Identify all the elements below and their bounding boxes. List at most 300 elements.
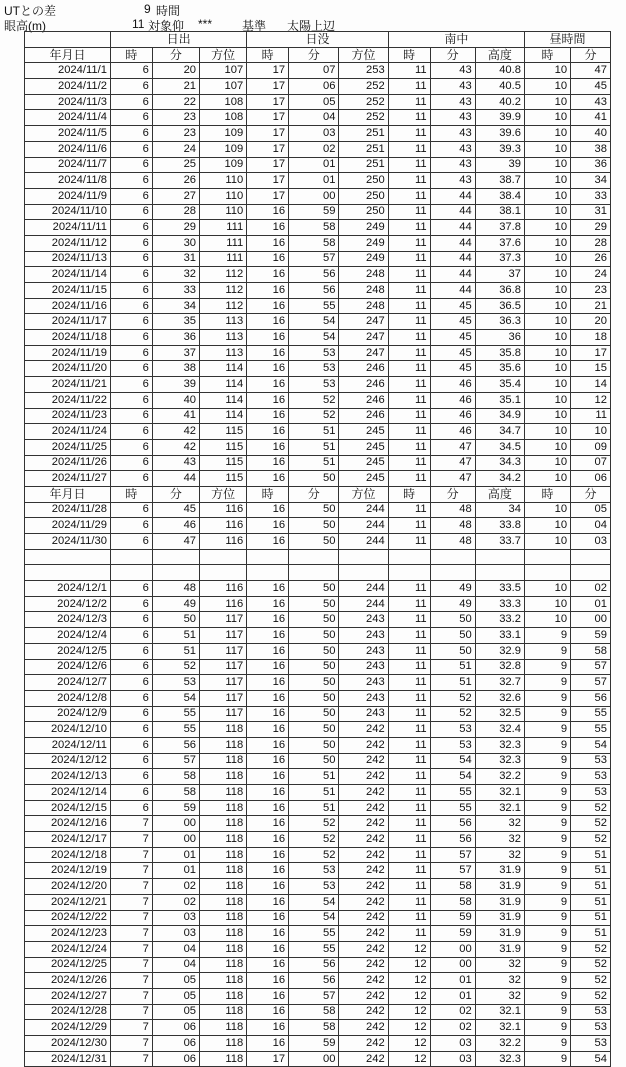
table-cell: 2024/12/4 bbox=[25, 628, 111, 644]
table-cell: 10 bbox=[524, 267, 570, 283]
table-cell: 17 bbox=[247, 110, 289, 126]
blank-cell bbox=[152, 565, 199, 581]
table-cell: 11 bbox=[388, 157, 430, 173]
table-cell: 16 bbox=[247, 330, 289, 346]
table-cell: 246 bbox=[339, 408, 388, 424]
table-cell: 11 bbox=[388, 345, 430, 361]
table-cell: 02 bbox=[152, 894, 199, 910]
table-cell: 116 bbox=[200, 502, 247, 518]
table-cell: 55 bbox=[289, 941, 339, 957]
table-cell: 53 bbox=[571, 785, 611, 801]
table-cell: 118 bbox=[200, 1036, 247, 1052]
table-cell: 53 bbox=[571, 1036, 611, 1052]
table-cell: 243 bbox=[339, 643, 388, 659]
table-cell: 114 bbox=[200, 361, 247, 377]
table-cell: 58 bbox=[430, 879, 475, 895]
table-cell: 243 bbox=[339, 690, 388, 706]
table-row bbox=[25, 659, 611, 675]
table-cell: 16 bbox=[247, 298, 289, 314]
table-row bbox=[25, 879, 611, 895]
table-cell: 9 bbox=[524, 816, 570, 832]
table-cell: 242 bbox=[339, 894, 388, 910]
table-cell: 2024/12/12 bbox=[25, 753, 111, 769]
table-cell: 247 bbox=[339, 330, 388, 346]
table-cell: 118 bbox=[200, 1004, 247, 1020]
table-cell: 56 bbox=[289, 283, 339, 299]
table-cell: 22 bbox=[152, 94, 199, 110]
table-cell: 250 bbox=[339, 173, 388, 189]
table-row bbox=[25, 596, 611, 612]
table-cell: 34 bbox=[571, 173, 611, 189]
table-cell: 16 bbox=[247, 926, 289, 942]
table-row bbox=[25, 832, 611, 848]
table-cell: 245 bbox=[339, 471, 388, 487]
table-cell: 48 bbox=[152, 581, 199, 597]
table-cell: 50 bbox=[289, 659, 339, 675]
table-cell: 11 bbox=[388, 628, 430, 644]
table-cell: 21 bbox=[571, 298, 611, 314]
table-cell: 33.8 bbox=[475, 518, 524, 534]
table-cell: 11 bbox=[388, 283, 430, 299]
column-header-cell: 高度 bbox=[475, 47, 524, 63]
table-cell: 44 bbox=[430, 204, 475, 220]
table-row bbox=[25, 392, 611, 408]
table-cell: 11 bbox=[388, 471, 430, 487]
table-cell: 17 bbox=[247, 79, 289, 95]
blank-cell bbox=[110, 565, 152, 581]
table-cell: 118 bbox=[200, 1020, 247, 1036]
table-cell: 2024/12/26 bbox=[25, 973, 111, 989]
target-value: *** bbox=[198, 17, 213, 31]
table-cell: 242 bbox=[339, 879, 388, 895]
table-cell: 7 bbox=[110, 988, 152, 1004]
table-cell: 118 bbox=[200, 753, 247, 769]
column-header-cell: 方位 bbox=[200, 47, 247, 63]
table-cell: 57 bbox=[289, 251, 339, 267]
table-cell: 51 bbox=[571, 847, 611, 863]
table-cell: 9 bbox=[524, 659, 570, 675]
table-row bbox=[25, 79, 611, 95]
table-cell: 51 bbox=[571, 863, 611, 879]
table-cell: 11 bbox=[388, 706, 430, 722]
table-cell: 00 bbox=[152, 816, 199, 832]
table-cell: 52 bbox=[289, 816, 339, 832]
table-cell: 252 bbox=[339, 110, 388, 126]
blank-cell bbox=[571, 549, 611, 565]
column-header-cell: 分 bbox=[289, 47, 339, 63]
column-header-cell: 時 bbox=[388, 47, 430, 63]
table-cell: 115 bbox=[200, 471, 247, 487]
column-header-cell: 分 bbox=[152, 47, 199, 63]
table-cell: 53 bbox=[289, 345, 339, 361]
table-cell: 10 bbox=[524, 188, 570, 204]
table-cell: 54 bbox=[289, 910, 339, 926]
table-cell: 10 bbox=[524, 345, 570, 361]
table-cell: 20 bbox=[571, 314, 611, 330]
table-cell: 10 bbox=[524, 298, 570, 314]
table-cell: 56 bbox=[430, 832, 475, 848]
table-cell: 11 bbox=[388, 298, 430, 314]
table-cell: 47 bbox=[571, 63, 611, 79]
table-row bbox=[25, 1051, 611, 1067]
table-cell: 56 bbox=[289, 957, 339, 973]
table-cell: 50 bbox=[289, 502, 339, 518]
table-cell: 243 bbox=[339, 706, 388, 722]
table-cell: 52 bbox=[571, 800, 611, 816]
sheet-header bbox=[0, 0, 626, 34]
table-cell: 52 bbox=[430, 706, 475, 722]
table-cell: 6 bbox=[110, 643, 152, 659]
table-cell: 2024/12/3 bbox=[25, 612, 111, 628]
table-cell: 7 bbox=[110, 832, 152, 848]
blank-cell bbox=[524, 565, 570, 581]
column-header-cell: 時 bbox=[110, 47, 152, 63]
table-cell: 04 bbox=[152, 957, 199, 973]
table-cell: 55 bbox=[430, 785, 475, 801]
table-cell: 10 bbox=[524, 392, 570, 408]
table-cell: 32.1 bbox=[475, 800, 524, 816]
table-cell: 55 bbox=[571, 706, 611, 722]
table-cell: 44 bbox=[430, 188, 475, 204]
table-cell: 51 bbox=[430, 659, 475, 675]
table-cell: 11 bbox=[388, 926, 430, 942]
table-cell: 10 bbox=[524, 612, 570, 628]
table-cell: 17 bbox=[247, 173, 289, 189]
table-cell: 6 bbox=[110, 800, 152, 816]
table-cell: 7 bbox=[110, 957, 152, 973]
table-cell: 9 bbox=[524, 1036, 570, 1052]
table-cell: 11 bbox=[388, 251, 430, 267]
table-cell: 6 bbox=[110, 173, 152, 189]
column-header-cell: 分 bbox=[430, 47, 475, 63]
table-cell: 2024/12/30 bbox=[25, 1036, 111, 1052]
table-cell: 118 bbox=[200, 847, 247, 863]
table-cell: 28 bbox=[152, 204, 199, 220]
table-row bbox=[25, 188, 611, 204]
table-cell: 2024/12/29 bbox=[25, 1020, 111, 1036]
table-cell: 23 bbox=[152, 110, 199, 126]
table-cell: 32 bbox=[475, 973, 524, 989]
table-cell: 11 bbox=[388, 785, 430, 801]
table-cell: 16 bbox=[247, 722, 289, 738]
table-cell: 2024/11/6 bbox=[25, 141, 111, 157]
table-cell: 11 bbox=[571, 408, 611, 424]
table-cell: 244 bbox=[339, 502, 388, 518]
table-cell: 245 bbox=[339, 439, 388, 455]
table-cell: 245 bbox=[339, 455, 388, 471]
table-cell: 02 bbox=[289, 141, 339, 157]
table-cell: 31.9 bbox=[475, 941, 524, 957]
table-cell: 10 bbox=[524, 330, 570, 346]
table-cell: 2024/11/28 bbox=[25, 502, 111, 518]
table-cell: 01 bbox=[152, 863, 199, 879]
table-cell: 2024/12/13 bbox=[25, 769, 111, 785]
table-cell: 118 bbox=[200, 988, 247, 1004]
table-cell: 118 bbox=[200, 722, 247, 738]
table-cell: 55 bbox=[152, 722, 199, 738]
table-cell: 243 bbox=[339, 659, 388, 675]
table-cell: 6 bbox=[110, 518, 152, 534]
table-row bbox=[25, 894, 611, 910]
table-cell: 2024/11/10 bbox=[25, 204, 111, 220]
table-cell: 11 bbox=[388, 126, 430, 142]
table-cell: 11 bbox=[388, 188, 430, 204]
table-cell: 242 bbox=[339, 769, 388, 785]
table-row bbox=[25, 361, 611, 377]
table-cell: 118 bbox=[200, 879, 247, 895]
table-cell: 11 bbox=[388, 79, 430, 95]
column-header-cell: 分 bbox=[152, 486, 199, 502]
table-cell: 243 bbox=[339, 612, 388, 628]
table-cell: 10 bbox=[524, 424, 570, 440]
table-cell: 36.8 bbox=[475, 283, 524, 299]
table-cell: 12 bbox=[388, 1020, 430, 1036]
blank-cell bbox=[524, 549, 570, 565]
table-cell: 33.1 bbox=[475, 628, 524, 644]
table-cell: 17 bbox=[247, 94, 289, 110]
table-cell: 35 bbox=[152, 314, 199, 330]
table-cell: 29 bbox=[571, 220, 611, 236]
table-cell: 51 bbox=[289, 769, 339, 785]
table-cell: 10 bbox=[524, 79, 570, 95]
table-cell: 6 bbox=[110, 361, 152, 377]
table-cell: 7 bbox=[110, 926, 152, 942]
table-cell: 16 bbox=[247, 455, 289, 471]
table-cell: 246 bbox=[339, 361, 388, 377]
table-cell: 249 bbox=[339, 251, 388, 267]
table-cell: 45 bbox=[430, 345, 475, 361]
table-cell: 243 bbox=[339, 628, 388, 644]
table-cell: 50 bbox=[289, 612, 339, 628]
table-cell: 16 bbox=[247, 314, 289, 330]
table-cell: 29 bbox=[152, 220, 199, 236]
table-cell: 50 bbox=[152, 612, 199, 628]
table-cell: 30 bbox=[152, 235, 199, 251]
table-cell: 53 bbox=[289, 377, 339, 393]
table-row bbox=[25, 126, 611, 142]
table-cell: 11 bbox=[388, 659, 430, 675]
table-cell: 2024/12/11 bbox=[25, 737, 111, 753]
table-cell: 32 bbox=[475, 957, 524, 973]
table-cell: 242 bbox=[339, 753, 388, 769]
table-cell: 58 bbox=[289, 1004, 339, 1020]
table-cell: 7 bbox=[110, 941, 152, 957]
table-cell: 7 bbox=[110, 1004, 152, 1020]
table-cell: 16 bbox=[247, 283, 289, 299]
table-cell: 01 bbox=[289, 157, 339, 173]
table-cell: 28 bbox=[571, 235, 611, 251]
table-cell: 02 bbox=[430, 1020, 475, 1036]
table-cell: 10 bbox=[524, 596, 570, 612]
table-cell: 16 bbox=[247, 879, 289, 895]
table-cell: 38 bbox=[571, 141, 611, 157]
table-cell: 2024/12/10 bbox=[25, 722, 111, 738]
table-cell: 12 bbox=[388, 941, 430, 957]
table-cell: 45 bbox=[430, 361, 475, 377]
table-cell: 2024/12/15 bbox=[25, 800, 111, 816]
table-cell: 32.6 bbox=[475, 690, 524, 706]
blank-cell bbox=[25, 549, 111, 565]
table-cell: 34.9 bbox=[475, 408, 524, 424]
table-cell: 2024/11/20 bbox=[25, 361, 111, 377]
table-cell: 11 bbox=[388, 863, 430, 879]
basis-value: 太陽上辺 bbox=[287, 19, 336, 33]
table-cell: 06 bbox=[152, 1036, 199, 1052]
table-cell: 06 bbox=[152, 1020, 199, 1036]
table-cell: 17 bbox=[247, 63, 289, 79]
table-cell: 2024/12/7 bbox=[25, 675, 111, 691]
table-cell: 06 bbox=[152, 1051, 199, 1067]
table-cell: 253 bbox=[339, 63, 388, 79]
table-cell: 37.8 bbox=[475, 220, 524, 236]
table-cell: 59 bbox=[289, 204, 339, 220]
table-cell: 53 bbox=[571, 769, 611, 785]
table-cell: 10 bbox=[524, 251, 570, 267]
target-label: 対象仰 bbox=[148, 19, 185, 33]
blank-cell bbox=[247, 565, 289, 581]
table-cell: 41 bbox=[571, 110, 611, 126]
table-cell: 7 bbox=[110, 879, 152, 895]
table-cell: 6 bbox=[110, 63, 152, 79]
table-cell: 11 bbox=[388, 832, 430, 848]
table-cell: 00 bbox=[571, 612, 611, 628]
table-cell: 9 bbox=[524, 1020, 570, 1036]
table-row bbox=[25, 94, 611, 110]
table-cell: 11 bbox=[388, 408, 430, 424]
table-cell: 16 bbox=[247, 596, 289, 612]
table-cell: 11 bbox=[388, 879, 430, 895]
table-cell: 6 bbox=[110, 424, 152, 440]
table-cell: 114 bbox=[200, 392, 247, 408]
table-cell: 11 bbox=[388, 141, 430, 157]
table-cell: 6 bbox=[110, 94, 152, 110]
column-header-cell: 時 bbox=[524, 47, 570, 63]
table-cell: 16 bbox=[247, 534, 289, 550]
table-cell: 116 bbox=[200, 534, 247, 550]
table-cell: 36 bbox=[475, 330, 524, 346]
table-cell: 2024/11/11 bbox=[25, 220, 111, 236]
table-cell: 6 bbox=[110, 314, 152, 330]
table-cell: 17 bbox=[571, 345, 611, 361]
table-cell: 11 bbox=[388, 314, 430, 330]
column-header-cell: 分 bbox=[571, 486, 611, 502]
blank-row bbox=[25, 565, 611, 581]
table-cell: 16 bbox=[247, 753, 289, 769]
table-cell: 242 bbox=[339, 800, 388, 816]
table-cell: 244 bbox=[339, 581, 388, 597]
table-cell: 6 bbox=[110, 126, 152, 142]
table-cell: 39 bbox=[475, 157, 524, 173]
table-cell: 11 bbox=[388, 173, 430, 189]
table-cell: 54 bbox=[152, 690, 199, 706]
column-header-row bbox=[25, 47, 611, 63]
table-cell: 16 bbox=[247, 235, 289, 251]
table-cell: 35.1 bbox=[475, 392, 524, 408]
table-cell: 6 bbox=[110, 612, 152, 628]
table-cell: 04 bbox=[152, 941, 199, 957]
table-cell: 54 bbox=[571, 1051, 611, 1067]
table-cell: 2024/11/14 bbox=[25, 267, 111, 283]
table-cell: 39.6 bbox=[475, 126, 524, 142]
table-cell: 33.5 bbox=[475, 581, 524, 597]
table-cell: 6 bbox=[110, 251, 152, 267]
table-cell: 23 bbox=[571, 283, 611, 299]
table-cell: 7 bbox=[110, 816, 152, 832]
table-cell: 56 bbox=[152, 737, 199, 753]
table-cell: 115 bbox=[200, 424, 247, 440]
table-row bbox=[25, 785, 611, 801]
table-cell: 117 bbox=[200, 612, 247, 628]
table-cell: 31.9 bbox=[475, 879, 524, 895]
table-cell: 2024/11/15 bbox=[25, 283, 111, 299]
table-cell: 31.9 bbox=[475, 926, 524, 942]
table-cell: 02 bbox=[571, 581, 611, 597]
table-cell: 57 bbox=[571, 675, 611, 691]
blank-row bbox=[25, 549, 611, 565]
table-cell: 6 bbox=[110, 204, 152, 220]
table-row bbox=[25, 643, 611, 659]
table-cell: 59 bbox=[430, 926, 475, 942]
table-cell: 48 bbox=[430, 502, 475, 518]
table-cell: 44 bbox=[152, 471, 199, 487]
table-row bbox=[25, 753, 611, 769]
blank-cell bbox=[200, 565, 247, 581]
table-cell: 107 bbox=[200, 63, 247, 79]
table-row bbox=[25, 63, 611, 79]
table-cell: 109 bbox=[200, 126, 247, 142]
blank-cell bbox=[289, 549, 339, 565]
table-cell: 10 bbox=[524, 408, 570, 424]
table-cell: 16 bbox=[247, 816, 289, 832]
table-cell: 17 bbox=[247, 141, 289, 157]
table-cell: 6 bbox=[110, 330, 152, 346]
table-cell: 2024/12/28 bbox=[25, 1004, 111, 1020]
table-cell: 27 bbox=[152, 188, 199, 204]
table-cell: 9 bbox=[524, 988, 570, 1004]
table-cell: 7 bbox=[110, 1036, 152, 1052]
table-cell: 11 bbox=[388, 643, 430, 659]
blank-cell bbox=[388, 549, 430, 565]
table-cell: 03 bbox=[289, 126, 339, 142]
table-cell: 114 bbox=[200, 408, 247, 424]
table-cell: 16 bbox=[247, 706, 289, 722]
table-cell: 03 bbox=[152, 910, 199, 926]
table-cell: 6 bbox=[110, 141, 152, 157]
table-cell: 44 bbox=[430, 283, 475, 299]
table-cell: 01 bbox=[571, 596, 611, 612]
table-cell: 53 bbox=[571, 1020, 611, 1036]
table-cell: 118 bbox=[200, 737, 247, 753]
table-cell: 11 bbox=[388, 424, 430, 440]
table-cell: 49 bbox=[430, 581, 475, 597]
table-cell: 31.9 bbox=[475, 910, 524, 926]
table-cell: 113 bbox=[200, 345, 247, 361]
column-header-cell: 方位 bbox=[339, 47, 388, 63]
table-cell: 2024/12/18 bbox=[25, 847, 111, 863]
table-cell: 51 bbox=[571, 910, 611, 926]
table-cell: 116 bbox=[200, 518, 247, 534]
table-cell: 44 bbox=[430, 235, 475, 251]
table-cell: 35.6 bbox=[475, 361, 524, 377]
table-cell: 118 bbox=[200, 926, 247, 942]
table-row bbox=[25, 800, 611, 816]
table-cell: 9 bbox=[524, 863, 570, 879]
table-cell: 11 bbox=[388, 220, 430, 236]
table-cell: 32.1 bbox=[475, 1004, 524, 1020]
table-cell: 118 bbox=[200, 941, 247, 957]
table-cell: 11 bbox=[388, 502, 430, 518]
table-cell: 2024/11/2 bbox=[25, 79, 111, 95]
